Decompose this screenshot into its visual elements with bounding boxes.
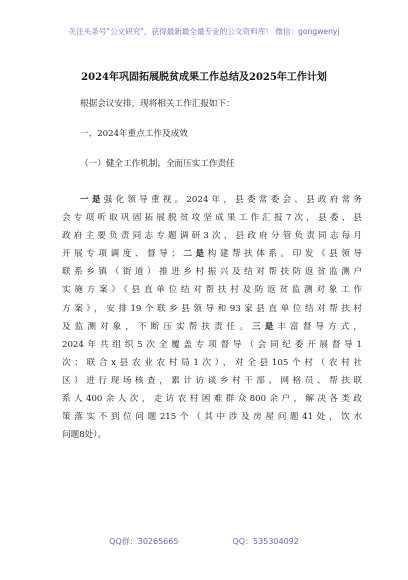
document-title: 2024年巩固拓展脱贫成果工作总结及2025年工作计划 — [81, 72, 327, 83]
body-line — [62, 300, 362, 318]
body-text: 强化领导重视。2024年，县委常委会、县政府常务 — [103, 195, 362, 205]
body-text: 方案》，安排19个联乡县领导和93家县直单位结对帮扶村 — [62, 303, 362, 314]
emphasis-marker: 一是 — [80, 195, 104, 205]
subsection-heading-1: （一）健全工作机制，全面压实工作责任 — [80, 159, 235, 169]
body-text: 实施方案》《县直单位结对帮扶村及防返贫监测对象工作 — [62, 285, 362, 296]
body-text: 丰富督导方式， — [277, 321, 362, 332]
body-line — [62, 372, 362, 390]
intro-paragraph: 根据会议安排，现将相关工作汇报如下： — [80, 99, 235, 109]
body-line — [62, 191, 362, 209]
emphasis-marker: 三是 — [252, 321, 278, 332]
body-line — [62, 336, 362, 354]
section-heading-1: 一、2024年重点工作及成效 — [80, 129, 188, 139]
body-text: 联系乡镇（街道）推进乡村振兴及结对帮扶防返贫监测户 — [62, 267, 362, 278]
body-text: 开展专项调度、督导； — [62, 249, 180, 260]
footer-contact — [0, 536, 408, 547]
body-text: 会专项听取巩固拓展脱贫攻坚成果工作汇报7次，县委、县 — [62, 213, 362, 224]
body-text: 系人400余人次，走访农村困难群众800余户，解决各类政 — [62, 394, 362, 405]
body-text: 2024年共组织5次全覆盖专项督导（会同纪委开展督导1 — [62, 339, 362, 350]
emphasis-marker: 二是 — [179, 249, 208, 260]
body-paragraph — [62, 191, 362, 444]
body-text: 政府主要负责同志专题调研3次，县政府分管负责同志每月 — [62, 231, 362, 242]
body-line — [62, 245, 362, 263]
footer-qq-group: QQ群：30265665 — [109, 537, 179, 546]
body-text: 问题8处）。 — [62, 430, 107, 441]
body-text: 次；联合x县农业农村局1次），对全县105个村（农村社 — [62, 357, 362, 368]
body-text: 策落实不到位问题215个（其中涉及房屋问题41处，饮水 — [62, 412, 362, 423]
body-text: 及监测对象，不断压实帮扶责任。 — [62, 321, 253, 332]
body-line — [62, 263, 362, 281]
header-notice: 关注头条号"公文研究"，获得最新最全最专业的公文资料库！ 微信：gongwenyj — [68, 27, 340, 36]
footer-qq: QQ：535304092 — [232, 537, 299, 546]
body-text: 区）进行现场核查，累计访谈乡村干部、网格员、帮扶联 — [62, 375, 362, 386]
body-line — [62, 281, 362, 299]
body-line — [62, 354, 362, 372]
body-text: 构建帮扶体系。印发《县领导 — [207, 249, 362, 260]
body-line — [62, 209, 362, 227]
body-line — [62, 318, 362, 336]
body-line — [62, 426, 362, 444]
body-line — [62, 390, 362, 408]
body-line — [62, 408, 362, 426]
body-line — [62, 227, 362, 245]
